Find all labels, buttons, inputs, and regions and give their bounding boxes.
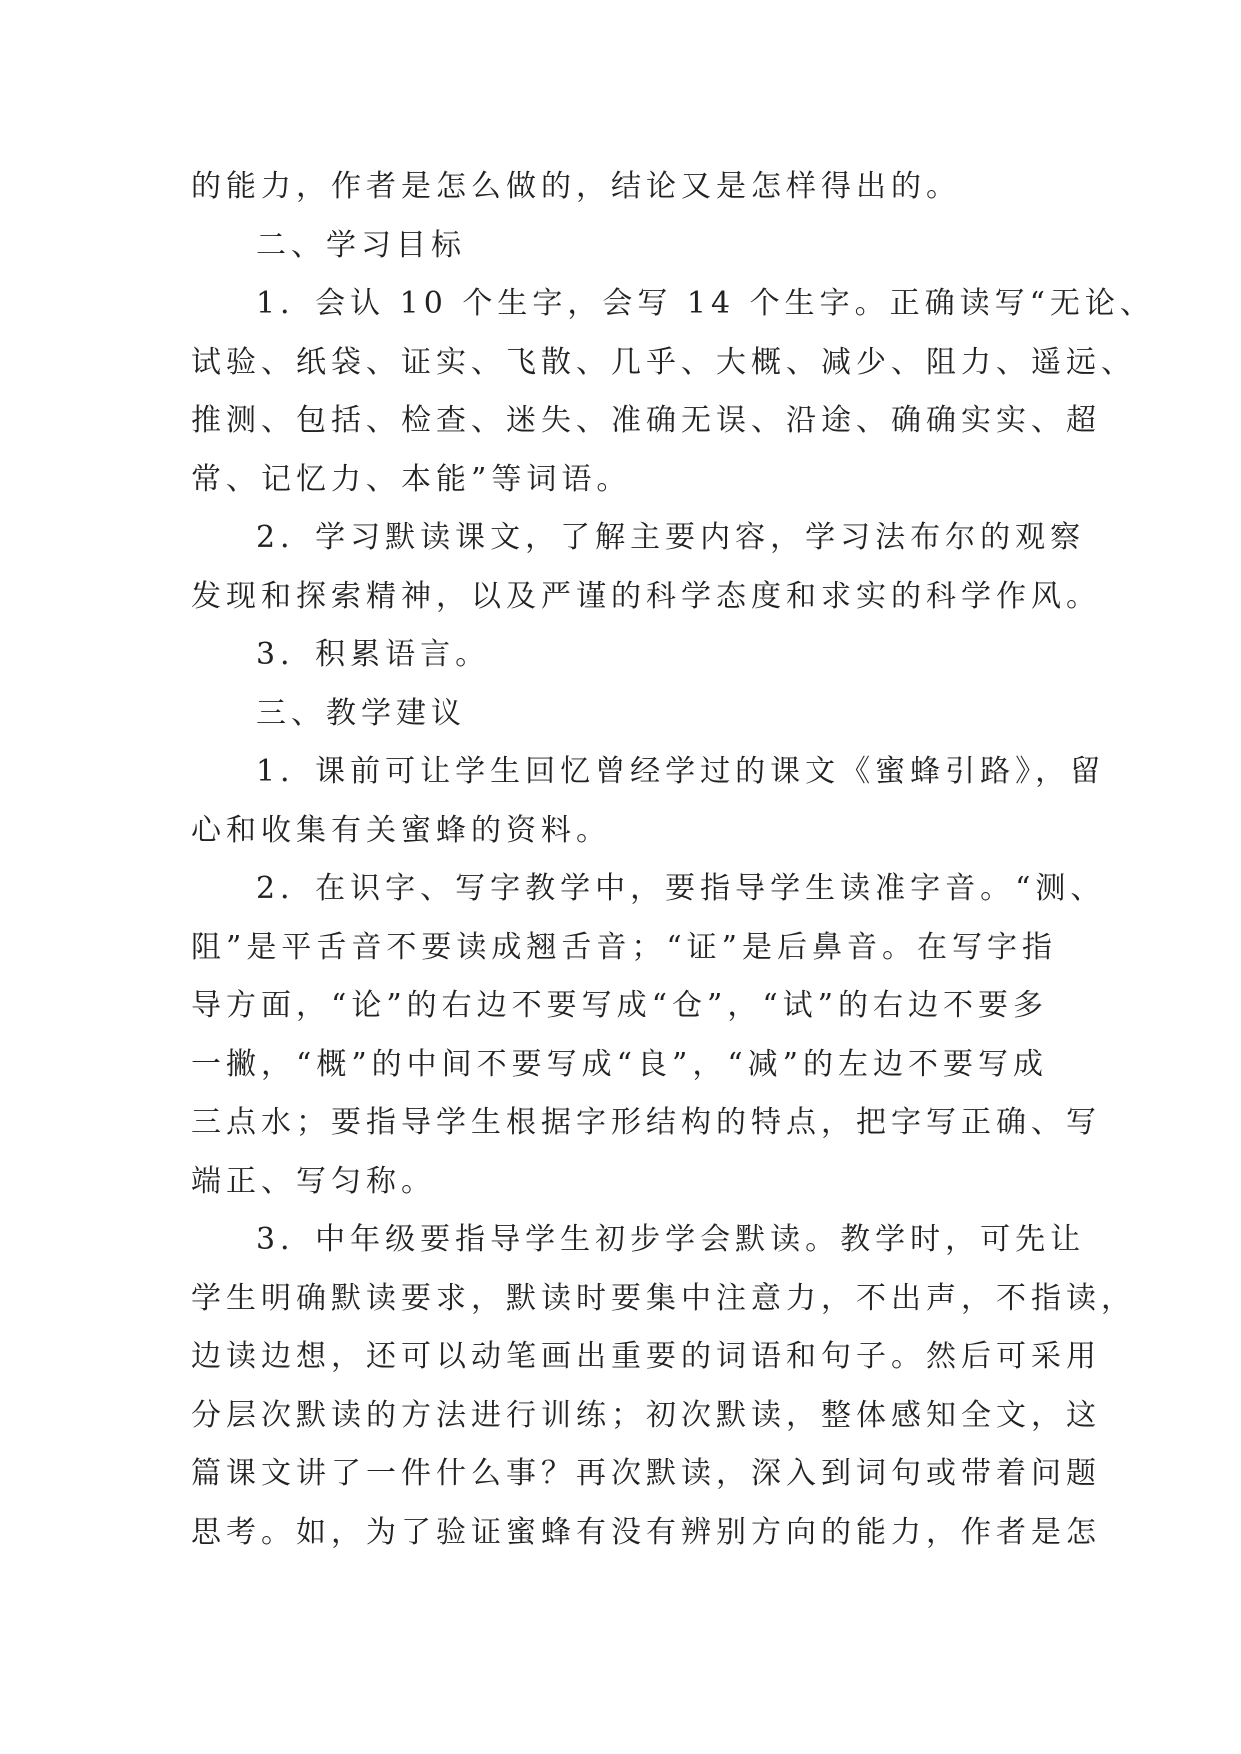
text-line: 分层次默读的方法进行训练；初次默读，整体感知全文，这: [191, 1397, 1101, 1433]
text-line: 端正、写匀称。: [191, 1163, 436, 1199]
text-line: 三点水；要指导学生根据字形结构的特点，把字写正确、写: [191, 1105, 1101, 1140]
section-heading: 二、学习目标: [256, 227, 466, 263]
text-line: 3．积累语言。: [256, 637, 491, 672]
text-line: 1．会认 10 个生字，会写 14 个生字。正确读写“无论、: [256, 286, 1155, 321]
text-line: 学生明确默读要求，默读时要集中注意力，不出声，不指读，: [191, 1280, 1136, 1316]
text-line: 边读边想，还可以动笔画出重要的词语和句子。然后可采用: [191, 1339, 1101, 1374]
text-line: 常、记忆力、本能”等词语。: [191, 461, 632, 497]
text-line: 2．在识字、写字教学中，要指导学生读准字音。“测、: [256, 871, 1106, 906]
text-line: 的能力，作者是怎么做的，结论又是怎样得出的。: [191, 169, 961, 204]
text-line: 试验、纸袋、证实、飞散、几乎、大概、减少、阻力、遥远、: [191, 344, 1136, 380]
text-line: 发现和探索精神，以及严谨的科学态度和求实的科学作风。: [191, 578, 1101, 614]
text-line: 推测、包括、检查、迷失、准确无误、沿途、确确实实、超: [191, 403, 1101, 438]
text-line: 思考。如，为了验证蜜蜂有没有辨别方向的能力，作者是怎: [191, 1514, 1101, 1550]
text-line: 导方面，“论”的右边不要写成“仓”，“试”的右边不要多: [191, 988, 1049, 1023]
section-heading: 三、教学建议: [256, 695, 466, 731]
text-line: 2．学习默读课文，了解主要内容，学习法布尔的观察: [256, 520, 1086, 555]
text-line: 3．中年级要指导学生初步学会默读。教学时，可先让: [256, 1222, 1086, 1257]
text-line: 心和收集有关蜜蜂的资料。: [191, 812, 611, 848]
document-body: [191, 158, 1155, 1562]
text-line: 篇课文讲了一件什么事？再次默读，深入到词句或带着问题: [191, 1456, 1101, 1491]
text-line: 一撇，“概”的中间不要写成“良”，“减”的左边不要写成: [191, 1046, 1049, 1082]
text-line: 阻”是平舌音不要读成翘舌音；“证”是后鼻音。在写字指: [191, 929, 1058, 965]
text-line: 1．课前可让学生回忆曾经学过的课文《蜜蜂引路》，留: [256, 754, 1106, 789]
